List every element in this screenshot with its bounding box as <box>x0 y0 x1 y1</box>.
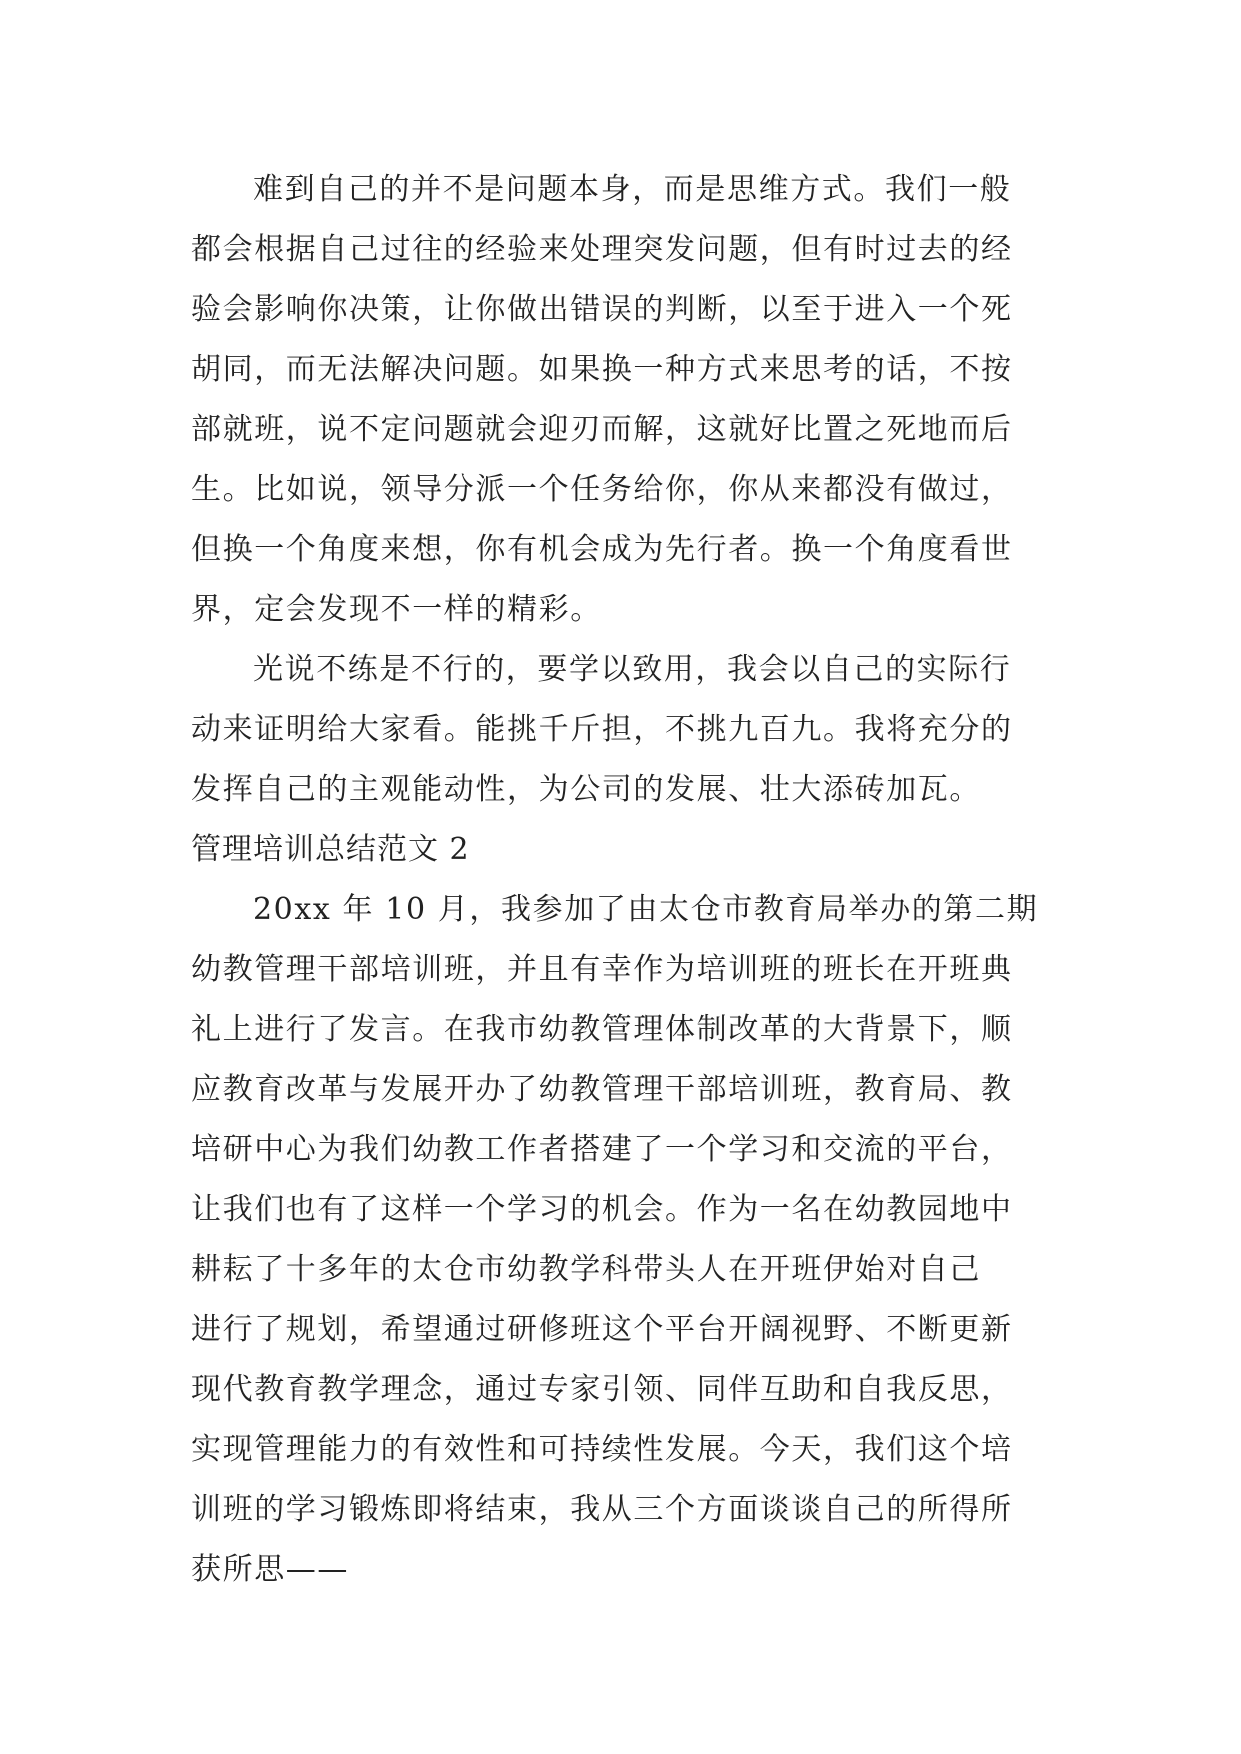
text-line: 发挥自己的主观能动性，为公司的发展、壮大添砖加瓦。 <box>191 772 981 807</box>
text-line: 训班的学习锻炼即将结束，我从三个方面谈谈自己的所得所 <box>191 1492 1013 1527</box>
text-line: 幼教管理干部培训班，并且有幸作为培训班的班长在开班典 <box>191 952 1013 987</box>
text-line: 胡同，而无法解决问题。如果换一种方式来思考的话，不按 <box>191 352 1013 387</box>
text-line: 礼上进行了发言。在我市幼教管理体制改革的大背景下，顺 <box>191 1012 1013 1047</box>
text-line: 进行了规划，希望通过研修班这个平台开阔视野、不断更新 <box>191 1312 1013 1347</box>
section-heading: 管理培训总结范文 2 <box>191 832 470 867</box>
text-line: 耕耘了十多年的太仓市幼教学科带头人在开班伊始对自己 <box>191 1252 981 1287</box>
paragraph-2 <box>191 640 1051 820</box>
text-line: 获所思—— <box>191 1552 349 1587</box>
text-line: 应教育改革与发展开办了幼教管理干部培训班，教育局、教 <box>191 1072 1013 1107</box>
paragraph-3 <box>191 880 1051 1600</box>
text-line: 光说不练是不行的，要学以致用，我会以自己的实际行 <box>253 652 1012 687</box>
paragraph-1 <box>191 160 1051 640</box>
text-line: 让我们也有了这样一个学习的机会。作为一名在幼教园地中 <box>191 1192 1013 1227</box>
text-line: 20xx 年 10 月，我参加了由太仓市教育局举办的第二期 <box>253 892 1039 927</box>
text-line: 现代教育教学理念，通过专家引领、同伴互助和自我反思， <box>191 1372 1013 1407</box>
text-line: 界，定会发现不一样的精彩。 <box>191 592 602 627</box>
text-line: 部就班，说不定问题就会迎刃而解，这就好比置之死地而后 <box>191 412 1013 447</box>
text-line: 生。比如说，领导分派一个任务给你，你从来都没有做过， <box>191 472 1013 507</box>
text-line: 难到自己的并不是问题本身，而是思维方式。我们一般 <box>253 172 1012 207</box>
text-line: 但换一个角度来想，你有机会成为先行者。换一个角度看世 <box>191 532 1013 567</box>
text-line: 都会根据自己过往的经验来处理突发问题，但有时过去的经 <box>191 232 1013 267</box>
text-line: 培研中心为我们幼教工作者搭建了一个学习和交流的平台， <box>191 1132 1013 1167</box>
text-line: 验会影响你决策，让你做出错误的判断，以至于进入一个死 <box>191 292 1013 327</box>
text-line: 动来证明给大家看。能挑千斤担，不挑九百九。我将充分的 <box>191 712 1013 747</box>
document-body <box>191 160 1051 1600</box>
text-line: 实现管理能力的有效性和可持续性发展。今天，我们这个培 <box>191 1432 1013 1467</box>
